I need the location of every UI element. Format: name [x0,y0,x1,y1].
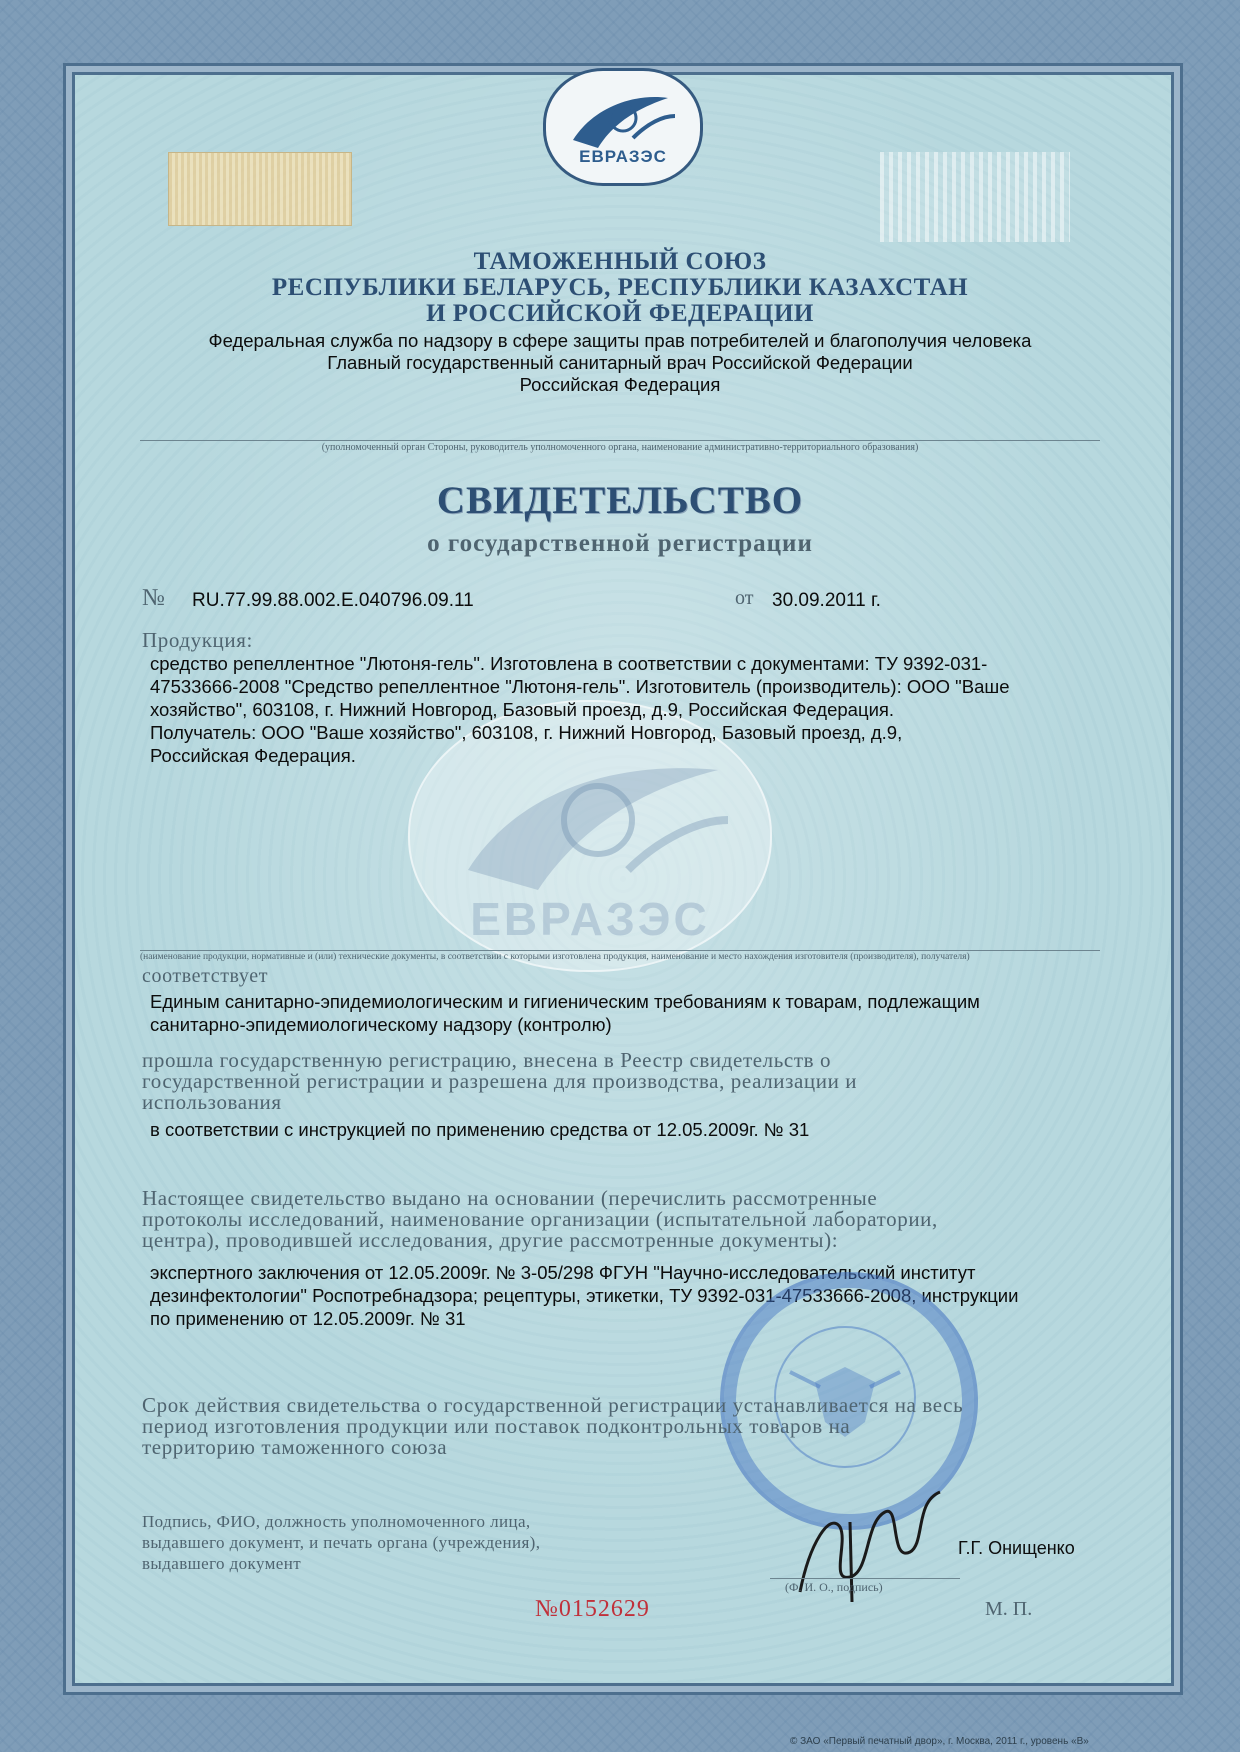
product-label: Продукция: [142,628,253,652]
certificate-title: СВИДЕТЕЛЬСТВО [436,479,804,522]
signature-caption: (Ф. И. О., подпись) [785,1580,883,1594]
registered-line-3: использования [142,1090,282,1114]
header-line-3: И РОССИЙСКОЙ ФЕДЕРАЦИИ [426,300,814,327]
basis-detail-2: дезинфектологии" Роспотребнадзора; рецептуры, этикетки, ТУ 9392-031-47533666-2008, инструкции [150,1285,1019,1306]
product-caption: (наименование продукции, нормативные и (или) технические документы, в соответствии с которыми изготовлена продукция, наименование и место нахождения изготовителя (производителя), получателя) [140,952,970,962]
registered-line-1: прошла государственную регистрацию, внесена в Реестр свидетельств о [142,1048,832,1072]
basis-line-3: центра), проводившей исследования, другие рассмотренные документы): [142,1228,839,1252]
watermark-text: ЕВРАЗЭС [470,893,710,945]
logo-text: ЕВРАЗЭС [579,147,667,166]
number-label: № [142,585,165,611]
conformity-line-1: Единым санитарно-эпидемиологическим и гигиеническим требованиям к товарам, подлежащим [150,991,980,1012]
serial-number: №0152629 [535,1596,650,1622]
product-line-2: 47533666-2008 "Средство репеллентное "Лютоня-гель". Изготовитель (производитель): ООО "Ваше [150,676,1010,697]
signer-name: Г.Г. Онищенко [958,1538,1075,1558]
registered-detail: в соответствии с инструкцией по применению средства от 12.05.2009г. № 31 [150,1119,810,1140]
signature-note-2: выдавшего документ, и печать органа (учреждения), [142,1533,541,1552]
validity-line-3: территорию таможенного союза [142,1435,448,1459]
product-line-3: хозяйство", 603108, г. Нижний Новгород, Базовый проезд, д.9, Российская Федерация. [150,699,895,720]
printer-imprint: © ЗАО «Первый печатный двор», г. Москва, 2011 г., уровень «В» [790,1736,1089,1747]
certificate-subtitle: о государственной регистрации [427,530,813,557]
conformity-label: соответствует [142,965,269,987]
conformity-line-2: санитарно-эпидемиологическому надзору (контролю) [150,1014,612,1035]
security-strip [880,152,1070,242]
registered-line-2: государственной регистрации и разрешена для производства, реализации и [142,1069,858,1093]
date-label: от [735,587,754,609]
basis-detail-1: экспертного заключения от 12.05.2009г. № 3-05/298 ФГУН "Научно-исследовательский институт [150,1262,976,1283]
authority-line-3: Российская Федерация [519,374,721,395]
authority-rule [140,440,1100,441]
signature-rule [770,1578,960,1579]
authority-line-2: Главный государственный санитарный врач Российской Федерации [327,352,913,373]
hologram-sticker [168,152,352,226]
header-line-1: ТАМОЖЕННЫЙ СОЮЗ [473,248,767,275]
basis-line-1: Настоящее свидетельство выдано на основании (перечислить рассмотренные [142,1186,878,1210]
registration-date: 30.09.2011 г. [772,590,881,611]
mp-label: М. П. [985,1598,1033,1620]
authority-caption: (уполномоченный орган Стороны, руководитель уполномоченного органа, наименование административно-территориального образования) [321,442,919,453]
basis-line-2: протоколы исследований, наименование организации (испытательной лаборатории, [142,1207,938,1231]
product-line-5: Российская Федерация. [150,745,356,766]
registration-number: RU.77.99.88.002.Е.040796.09.11 [192,590,474,611]
product-rule [140,950,1100,951]
eurasec-logo [543,68,703,186]
authority-line-1: Федеральная служба по надзору в сфере защиты прав потребителей и благополучия человека [208,330,1032,351]
product-line-1: средство репеллентное "Лютоня-гель". Изготовлена в соответствии с документами: ТУ 9392-031- [150,653,988,674]
signature-note-1: Подпись, ФИО, должность уполномоченного лица, [142,1512,531,1531]
header-line-2: РЕСПУБЛИКИ БЕЛАРУСЬ, РЕСПУБЛИКИ КАЗАХСТАН [271,274,969,301]
signature-note-3: выдавшего документ [142,1554,302,1573]
validity-line-2: период изготовления продукции или поставок подконтрольных товаров на [142,1414,851,1438]
basis-detail-3: по применению от 12.05.2009г. № 31 [150,1308,466,1329]
validity-line-1: Срок действия свидетельства о государственной регистрации устанавливается на весь [142,1393,964,1417]
product-line-4: Получатель: ООО "Ваше хозяйство", 603108, г. Нижний Новгород, Базовый проезд, д.9, [150,722,903,743]
